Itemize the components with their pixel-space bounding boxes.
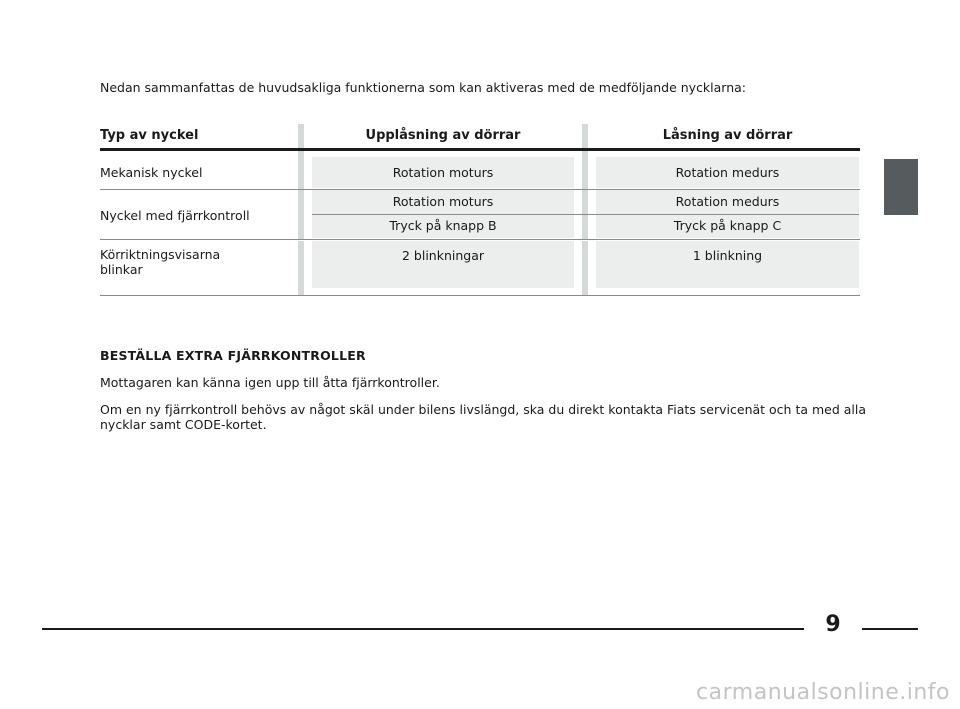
row-divider — [100, 239, 860, 240]
section-paragraph: Mottagaren kan känna igen upp till åtta fjärrkontroller. — [100, 375, 440, 390]
row-divider — [100, 189, 860, 190]
footer-rule-right — [862, 628, 918, 630]
section-paragraph: Om en ny fjärrkontroll behövs av något skäl under bilens livslängd, ska du direkt kontakta Fiats servicenät och ta med alla nycklar samt CODE-kortet. — [100, 402, 867, 432]
row-label-line: blinkar — [100, 262, 143, 277]
footer-rule-left — [42, 628, 804, 630]
intro-text: Nedan sammanfattas de huvudsakliga funktionerna som kan aktiveras med de medföljande nycklarna: — [100, 80, 747, 95]
row-label-indicators — [100, 247, 220, 277]
row-divider — [312, 214, 859, 215]
row-label-mechanical: Mekanisk nyckel — [100, 165, 203, 180]
header-unlock: Upplåsning av dörrar — [365, 128, 521, 143]
page-number: 9 — [825, 612, 841, 637]
key-functions-table — [100, 124, 860, 296]
watermark: carmanualsonline.info — [696, 680, 950, 705]
row-label-line: Körriktningsvisarna — [100, 247, 221, 262]
header-lock: Låsning av dörrar — [662, 128, 793, 143]
cell-unlock-remote: Rotation moturs Tryck på knapp B — [312, 190, 574, 238]
cell-unlock-indicators: 2 blinkningar — [312, 240, 574, 288]
table-bottom-rule — [100, 295, 860, 296]
cell-lock-mechanical: Rotation medurs — [596, 157, 859, 188]
cell-unlock-mechanical: Rotation moturs — [312, 157, 574, 188]
cell-lock-indicators: 1 blinkning — [596, 240, 859, 288]
header-rule — [100, 148, 860, 151]
header-key-type: Typ av nyckel — [100, 128, 199, 143]
section-title: BESTÄLLA EXTRA FJÄRRKONTROLLER — [100, 348, 366, 363]
chapter-tab — [884, 159, 918, 215]
cell-lock-remote: Rotation medurs Tryck på knapp C — [596, 190, 859, 238]
row-label-remote: Nyckel med fjärrkontroll — [100, 208, 250, 223]
